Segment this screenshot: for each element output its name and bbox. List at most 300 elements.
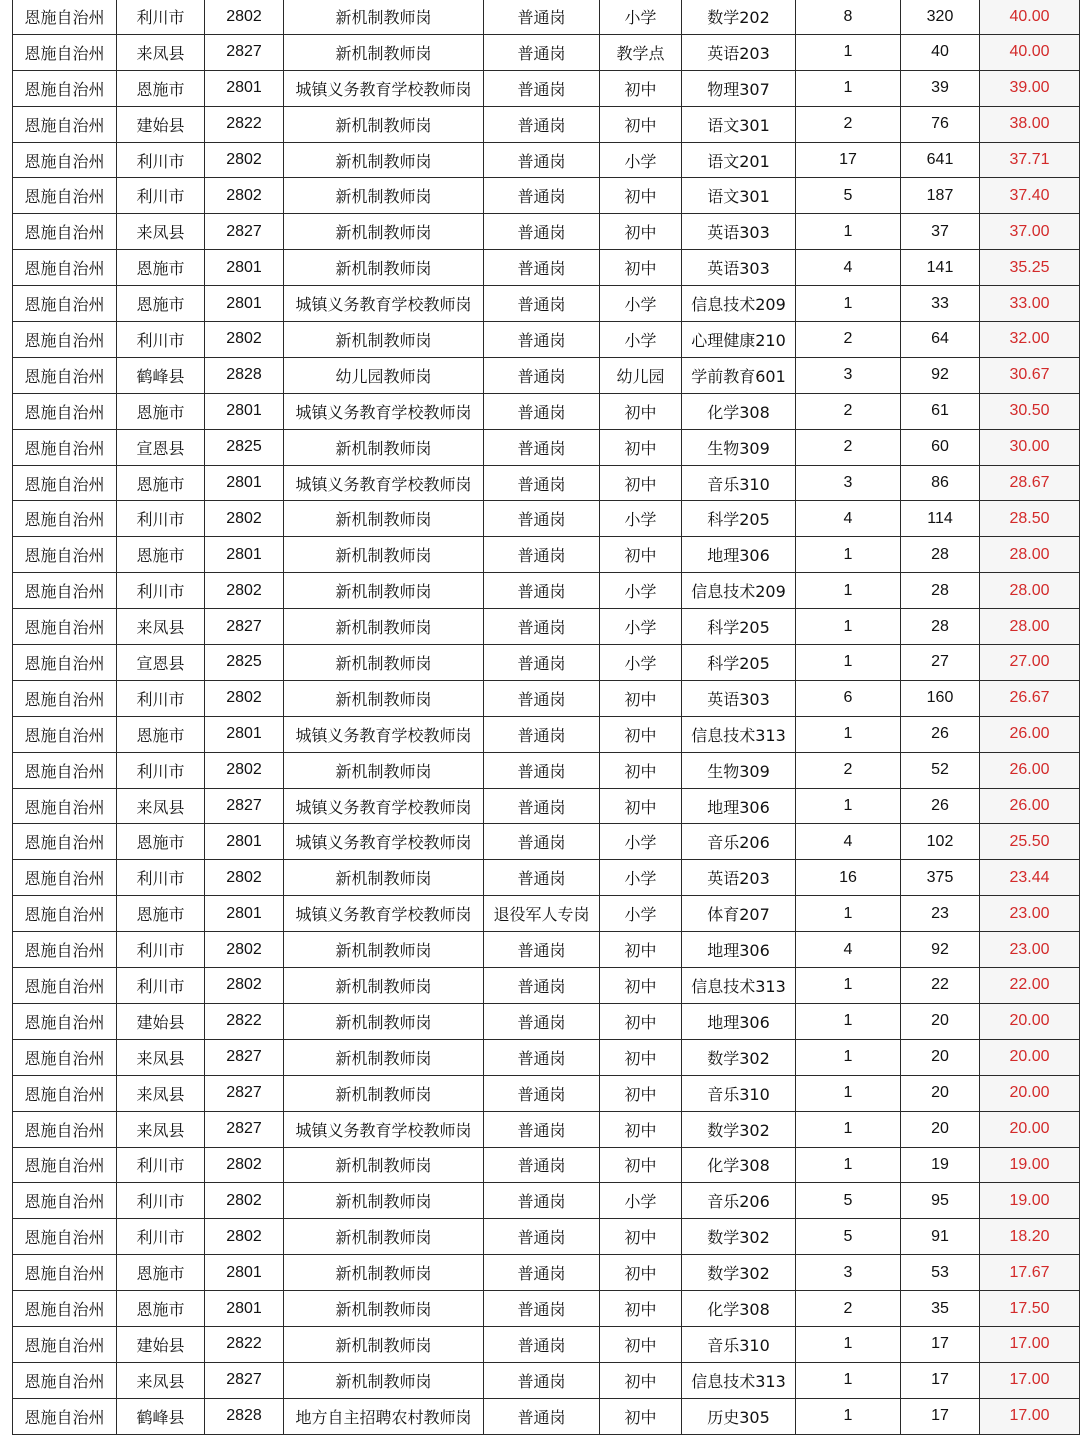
position-type-cell: 新机制教师岗 bbox=[283, 1076, 483, 1111]
applicants-cell: 35 bbox=[900, 1291, 979, 1326]
post-category-cell: 普通岗 bbox=[483, 717, 599, 752]
position-type-cell: 城镇义务教育学校教师岗 bbox=[283, 717, 483, 752]
quota-cell: 5 bbox=[795, 1219, 900, 1254]
quota-cell: 2 bbox=[795, 322, 900, 357]
post-category-cell: 普通岗 bbox=[483, 322, 599, 357]
region-cell: 恩施自治州 bbox=[12, 1219, 116, 1254]
school-level-cell: 初中 bbox=[599, 71, 681, 106]
post-category-cell: 普通岗 bbox=[483, 394, 599, 429]
table-row bbox=[12, 717, 1080, 753]
applicants-cell: 375 bbox=[900, 860, 979, 895]
county-cell: 恩施市 bbox=[116, 1255, 204, 1290]
county-cell: 利川市 bbox=[116, 143, 204, 178]
code-cell: 2827 bbox=[204, 1112, 283, 1147]
post-category-cell: 普通岗 bbox=[483, 1399, 599, 1434]
county-cell: 恩施市 bbox=[116, 824, 204, 859]
region-cell: 恩施自治州 bbox=[12, 214, 116, 249]
school-level-cell: 初中 bbox=[599, 1112, 681, 1147]
subject-cell: 学前教育601 bbox=[681, 358, 795, 393]
ratio-value: 18.20 bbox=[1009, 1227, 1050, 1245]
school-level-cell: 初中 bbox=[599, 466, 681, 501]
ratio-value: 22.00 bbox=[1009, 976, 1050, 994]
school-level-cell: 初中 bbox=[599, 681, 681, 716]
county-cell: 鹤峰县 bbox=[116, 1399, 204, 1434]
post-category-cell: 普通岗 bbox=[483, 1076, 599, 1111]
subject-cell: 音乐310 bbox=[681, 1327, 795, 1362]
quota-cell: 3 bbox=[795, 1255, 900, 1290]
county-cell: 利川市 bbox=[116, 0, 204, 34]
applicants-cell: 28 bbox=[900, 537, 979, 572]
subject-cell: 化学308 bbox=[681, 1291, 795, 1326]
applicants-cell: 76 bbox=[900, 107, 979, 142]
applicants-cell: 17 bbox=[900, 1399, 979, 1434]
post-category-cell: 普通岗 bbox=[483, 214, 599, 249]
subject-cell: 语文301 bbox=[681, 178, 795, 213]
quota-cell: 5 bbox=[795, 1183, 900, 1218]
school-level-cell: 小学 bbox=[599, 645, 681, 680]
region-cell: 恩施自治州 bbox=[12, 143, 116, 178]
post-category-cell: 普通岗 bbox=[483, 71, 599, 106]
applicants-cell: 95 bbox=[900, 1183, 979, 1218]
school-level-cell: 初中 bbox=[599, 107, 681, 142]
county-cell: 利川市 bbox=[116, 1219, 204, 1254]
code-cell: 2802 bbox=[204, 1219, 283, 1254]
region-cell: 恩施自治州 bbox=[12, 753, 116, 788]
county-cell: 利川市 bbox=[116, 501, 204, 536]
position-type-cell: 城镇义务教育学校教师岗 bbox=[283, 824, 483, 859]
ratio-cell bbox=[979, 1363, 1080, 1398]
code-cell: 2828 bbox=[204, 358, 283, 393]
ratio-cell bbox=[979, 717, 1080, 752]
subject-cell: 科学205 bbox=[681, 609, 795, 644]
table-row bbox=[12, 968, 1080, 1004]
table-row bbox=[12, 1327, 1080, 1363]
post-category-cell: 普通岗 bbox=[483, 1327, 599, 1362]
post-category-cell: 普通岗 bbox=[483, 501, 599, 536]
ratio-cell bbox=[979, 860, 1080, 895]
applicants-cell: 61 bbox=[900, 394, 979, 429]
school-level-cell: 小学 bbox=[599, 609, 681, 644]
ratio-cell bbox=[979, 1291, 1080, 1326]
ratio-value: 26.67 bbox=[1009, 689, 1050, 707]
code-cell: 2825 bbox=[204, 645, 283, 680]
code-cell: 2801 bbox=[204, 1255, 283, 1290]
quota-cell: 1 bbox=[795, 896, 900, 931]
ratio-value: 19.00 bbox=[1009, 1191, 1050, 1209]
code-cell: 2801 bbox=[204, 394, 283, 429]
table-row bbox=[12, 71, 1080, 107]
code-cell: 2801 bbox=[204, 71, 283, 106]
table-row bbox=[12, 1148, 1080, 1184]
code-cell: 2801 bbox=[204, 1291, 283, 1326]
county-cell: 来凤县 bbox=[116, 35, 204, 70]
ratio-value: 23.44 bbox=[1009, 868, 1050, 886]
subject-cell: 地理306 bbox=[681, 789, 795, 824]
region-cell: 恩施自治州 bbox=[12, 178, 116, 213]
post-category-cell: 普通岗 bbox=[483, 681, 599, 716]
applicants-cell: 28 bbox=[900, 609, 979, 644]
table-row bbox=[12, 860, 1080, 896]
county-cell: 建始县 bbox=[116, 107, 204, 142]
region-cell: 恩施自治州 bbox=[12, 609, 116, 644]
applicants-cell: 19 bbox=[900, 1148, 979, 1183]
table-row bbox=[12, 501, 1080, 537]
applicants-cell: 20 bbox=[900, 1040, 979, 1075]
ratio-value: 28.00 bbox=[1009, 617, 1050, 635]
school-level-cell: 小学 bbox=[599, 1183, 681, 1218]
applicants-cell: 187 bbox=[900, 178, 979, 213]
post-category-cell: 退役军人专岗 bbox=[483, 896, 599, 931]
quota-cell: 1 bbox=[795, 1076, 900, 1111]
ratio-cell bbox=[979, 71, 1080, 106]
county-cell: 利川市 bbox=[116, 932, 204, 967]
post-category-cell: 普通岗 bbox=[483, 1363, 599, 1398]
position-type-cell: 新机制教师岗 bbox=[283, 681, 483, 716]
code-cell: 2802 bbox=[204, 573, 283, 608]
region-cell: 恩施自治州 bbox=[12, 107, 116, 142]
quota-cell: 1 bbox=[795, 1327, 900, 1362]
applicants-cell: 27 bbox=[900, 645, 979, 680]
quota-cell: 17 bbox=[795, 143, 900, 178]
ratio-cell bbox=[979, 1327, 1080, 1362]
subject-cell: 历史305 bbox=[681, 1399, 795, 1434]
subject-cell: 英语303 bbox=[681, 250, 795, 285]
region-cell: 恩施自治州 bbox=[12, 681, 116, 716]
ratio-cell bbox=[979, 968, 1080, 1003]
post-category-cell: 普通岗 bbox=[483, 35, 599, 70]
region-cell: 恩施自治州 bbox=[12, 501, 116, 536]
quota-cell: 4 bbox=[795, 501, 900, 536]
position-type-cell: 新机制教师岗 bbox=[283, 250, 483, 285]
ratio-cell bbox=[979, 1183, 1080, 1218]
region-cell: 恩施自治州 bbox=[12, 35, 116, 70]
quota-cell: 1 bbox=[795, 717, 900, 752]
ratio-cell bbox=[979, 1219, 1080, 1254]
quota-cell: 2 bbox=[795, 394, 900, 429]
position-type-cell: 新机制教师岗 bbox=[283, 35, 483, 70]
school-level-cell: 初中 bbox=[599, 789, 681, 824]
position-type-cell: 城镇义务教育学校教师岗 bbox=[283, 466, 483, 501]
table-row bbox=[12, 789, 1080, 825]
applicants-cell: 39 bbox=[900, 71, 979, 106]
ratio-cell bbox=[979, 1399, 1080, 1434]
post-category-cell: 普通岗 bbox=[483, 932, 599, 967]
ratio-value: 28.67 bbox=[1009, 474, 1050, 492]
position-type-cell: 新机制教师岗 bbox=[283, 1004, 483, 1039]
county-cell: 来凤县 bbox=[116, 1040, 204, 1075]
subject-cell: 信息技术313 bbox=[681, 717, 795, 752]
subject-cell: 生物309 bbox=[681, 430, 795, 465]
school-level-cell: 小学 bbox=[599, 896, 681, 931]
applicants-cell: 37 bbox=[900, 214, 979, 249]
region-cell: 恩施自治州 bbox=[12, 0, 116, 34]
position-type-cell: 城镇义务教育学校教师岗 bbox=[283, 789, 483, 824]
applicants-cell: 23 bbox=[900, 896, 979, 931]
region-cell: 恩施自治州 bbox=[12, 968, 116, 1003]
position-type-cell: 新机制教师岗 bbox=[283, 753, 483, 788]
quota-cell: 3 bbox=[795, 466, 900, 501]
post-category-cell: 普通岗 bbox=[483, 537, 599, 572]
ratio-value: 28.50 bbox=[1009, 509, 1050, 527]
ratio-value: 23.00 bbox=[1009, 904, 1050, 922]
ratio-cell bbox=[979, 35, 1080, 70]
code-cell: 2801 bbox=[204, 717, 283, 752]
county-cell: 恩施市 bbox=[116, 286, 204, 321]
region-cell: 恩施自治州 bbox=[12, 717, 116, 752]
table-row bbox=[12, 753, 1080, 789]
post-category-cell: 普通岗 bbox=[483, 789, 599, 824]
applicants-cell: 52 bbox=[900, 753, 979, 788]
county-cell: 恩施市 bbox=[116, 717, 204, 752]
ratio-value: 20.00 bbox=[1009, 1012, 1050, 1030]
table-row bbox=[12, 1183, 1080, 1219]
school-level-cell: 初中 bbox=[599, 537, 681, 572]
subject-cell: 数学302 bbox=[681, 1255, 795, 1290]
county-cell: 利川市 bbox=[116, 968, 204, 1003]
post-category-cell: 普通岗 bbox=[483, 107, 599, 142]
ratio-cell bbox=[979, 322, 1080, 357]
ratio-value: 37.71 bbox=[1009, 151, 1050, 168]
subject-cell: 英语203 bbox=[681, 35, 795, 70]
quota-cell: 1 bbox=[795, 1363, 900, 1398]
code-cell: 2802 bbox=[204, 178, 283, 213]
region-cell: 恩施自治州 bbox=[12, 645, 116, 680]
county-cell: 利川市 bbox=[116, 753, 204, 788]
position-type-cell: 城镇义务教育学校教师岗 bbox=[283, 286, 483, 321]
subject-cell: 心理健康210 bbox=[681, 322, 795, 357]
region-cell: 恩施自治州 bbox=[12, 466, 116, 501]
subject-cell: 生物309 bbox=[681, 753, 795, 788]
position-type-cell: 新机制教师岗 bbox=[283, 107, 483, 142]
code-cell: 2827 bbox=[204, 1076, 283, 1111]
ratio-cell bbox=[979, 1004, 1080, 1039]
code-cell: 2802 bbox=[204, 501, 283, 536]
code-cell: 2822 bbox=[204, 1327, 283, 1362]
region-cell: 恩施自治州 bbox=[12, 1148, 116, 1183]
region-cell: 恩施自治州 bbox=[12, 1076, 116, 1111]
region-cell: 恩施自治州 bbox=[12, 932, 116, 967]
region-cell: 恩施自治州 bbox=[12, 1399, 116, 1434]
region-cell: 恩施自治州 bbox=[12, 1291, 116, 1326]
county-cell: 利川市 bbox=[116, 1148, 204, 1183]
subject-cell: 地理306 bbox=[681, 1004, 795, 1039]
code-cell: 2802 bbox=[204, 753, 283, 788]
table-row bbox=[12, 537, 1080, 573]
region-cell: 恩施自治州 bbox=[12, 537, 116, 572]
applicants-cell: 91 bbox=[900, 1219, 979, 1254]
applicants-cell: 160 bbox=[900, 681, 979, 716]
position-type-cell: 新机制教师岗 bbox=[283, 322, 483, 357]
region-cell: 恩施自治州 bbox=[12, 322, 116, 357]
school-level-cell: 小学 bbox=[599, 0, 681, 34]
region-cell: 恩施自治州 bbox=[12, 430, 116, 465]
post-category-cell: 普通岗 bbox=[483, 645, 599, 680]
position-type-cell: 城镇义务教育学校教师岗 bbox=[283, 896, 483, 931]
region-cell: 恩施自治州 bbox=[12, 71, 116, 106]
table-row bbox=[12, 466, 1080, 502]
table-row bbox=[12, 681, 1080, 717]
code-cell: 2802 bbox=[204, 143, 283, 178]
school-level-cell: 小学 bbox=[599, 860, 681, 895]
subject-cell: 物理307 bbox=[681, 71, 795, 106]
quota-cell: 1 bbox=[795, 1399, 900, 1434]
post-category-cell: 普通岗 bbox=[483, 358, 599, 393]
position-type-cell: 新机制教师岗 bbox=[283, 645, 483, 680]
quota-cell: 4 bbox=[795, 824, 900, 859]
post-category-cell: 普通岗 bbox=[483, 753, 599, 788]
post-category-cell: 普通岗 bbox=[483, 609, 599, 644]
ratio-value: 26.00 bbox=[1009, 797, 1050, 815]
ratio-value: 27.00 bbox=[1009, 653, 1050, 671]
subject-cell: 地理306 bbox=[681, 932, 795, 967]
post-category-cell: 普通岗 bbox=[483, 143, 599, 178]
applicants-cell: 320 bbox=[900, 0, 979, 34]
quota-cell: 2 bbox=[795, 430, 900, 465]
table-row bbox=[12, 107, 1080, 143]
table-row bbox=[12, 824, 1080, 860]
position-type-cell: 新机制教师岗 bbox=[283, 573, 483, 608]
ratio-cell bbox=[979, 250, 1080, 285]
county-cell: 来凤县 bbox=[116, 214, 204, 249]
county-cell: 恩施市 bbox=[116, 250, 204, 285]
subject-cell: 数学302 bbox=[681, 1219, 795, 1254]
subject-cell: 信息技术209 bbox=[681, 573, 795, 608]
applicants-cell: 114 bbox=[900, 501, 979, 536]
post-category-cell: 普通岗 bbox=[483, 1255, 599, 1290]
position-type-cell: 新机制教师岗 bbox=[283, 430, 483, 465]
ratio-cell bbox=[979, 1112, 1080, 1147]
school-level-cell: 初中 bbox=[599, 214, 681, 249]
quota-cell: 1 bbox=[795, 1148, 900, 1183]
ratio-cell bbox=[979, 645, 1080, 680]
post-category-cell: 普通岗 bbox=[483, 0, 599, 34]
quota-cell: 4 bbox=[795, 932, 900, 967]
school-level-cell: 小学 bbox=[599, 501, 681, 536]
subject-cell: 信息技术313 bbox=[681, 968, 795, 1003]
quota-cell: 2 bbox=[795, 1291, 900, 1326]
code-cell: 2801 bbox=[204, 250, 283, 285]
post-category-cell: 普通岗 bbox=[483, 286, 599, 321]
position-type-cell: 新机制教师岗 bbox=[283, 860, 483, 895]
applicants-cell: 20 bbox=[900, 1076, 979, 1111]
county-cell: 宣恩县 bbox=[116, 645, 204, 680]
applicants-cell: 22 bbox=[900, 968, 979, 1003]
code-cell: 2827 bbox=[204, 214, 283, 249]
ratio-cell bbox=[979, 214, 1080, 249]
subject-cell: 科学205 bbox=[681, 501, 795, 536]
post-category-cell: 普通岗 bbox=[483, 430, 599, 465]
code-cell: 2825 bbox=[204, 430, 283, 465]
post-category-cell: 普通岗 bbox=[483, 250, 599, 285]
applicants-cell: 53 bbox=[900, 1255, 979, 1290]
region-cell: 恩施自治州 bbox=[12, 1040, 116, 1075]
table-row bbox=[12, 0, 1080, 35]
county-cell: 建始县 bbox=[116, 1327, 204, 1362]
ratio-cell bbox=[979, 1255, 1080, 1290]
county-cell: 来凤县 bbox=[116, 789, 204, 824]
code-cell: 2802 bbox=[204, 681, 283, 716]
subject-cell: 化学308 bbox=[681, 1148, 795, 1183]
post-category-cell: 普通岗 bbox=[483, 824, 599, 859]
applicants-cell: 20 bbox=[900, 1004, 979, 1039]
code-cell: 2822 bbox=[204, 1004, 283, 1039]
position-type-cell: 新机制教师岗 bbox=[283, 143, 483, 178]
subject-cell: 英语203 bbox=[681, 860, 795, 895]
code-cell: 2827 bbox=[204, 789, 283, 824]
ratio-value: 26.00 bbox=[1009, 725, 1050, 743]
table-row bbox=[12, 645, 1080, 681]
position-type-cell: 新机制教师岗 bbox=[283, 932, 483, 967]
school-level-cell: 初中 bbox=[599, 430, 681, 465]
county-cell: 恩施市 bbox=[116, 466, 204, 501]
code-cell: 2827 bbox=[204, 1040, 283, 1075]
ratio-cell bbox=[979, 789, 1080, 824]
ratio-value: 26.00 bbox=[1009, 761, 1050, 779]
code-cell: 2802 bbox=[204, 322, 283, 357]
county-cell: 来凤县 bbox=[116, 1076, 204, 1111]
ratio-value: 37.40 bbox=[1009, 186, 1050, 204]
table-row bbox=[12, 1291, 1080, 1327]
code-cell: 2802 bbox=[204, 860, 283, 895]
position-type-cell: 地方自主招聘农村教师岗 bbox=[283, 1399, 483, 1434]
quota-cell: 6 bbox=[795, 681, 900, 716]
data-table bbox=[12, 0, 1080, 1435]
region-cell: 恩施自治州 bbox=[12, 824, 116, 859]
ratio-value: 23.00 bbox=[1009, 940, 1050, 958]
ratio-value: 17.00 bbox=[1009, 1407, 1050, 1425]
table-row bbox=[12, 1363, 1080, 1399]
ratio-cell bbox=[979, 0, 1080, 34]
quota-cell: 1 bbox=[795, 573, 900, 608]
position-type-cell: 城镇义务教育学校教师岗 bbox=[283, 71, 483, 106]
school-level-cell: 初中 bbox=[599, 1219, 681, 1254]
table-row bbox=[12, 358, 1080, 394]
county-cell: 恩施市 bbox=[116, 537, 204, 572]
ratio-cell bbox=[979, 573, 1080, 608]
county-cell: 建始县 bbox=[116, 1004, 204, 1039]
region-cell: 恩施自治州 bbox=[12, 789, 116, 824]
applicants-cell: 92 bbox=[900, 932, 979, 967]
applicants-cell: 141 bbox=[900, 250, 979, 285]
subject-cell: 科学205 bbox=[681, 645, 795, 680]
position-type-cell: 新机制教师岗 bbox=[283, 178, 483, 213]
ratio-value: 17.00 bbox=[1009, 1335, 1050, 1353]
table-row bbox=[12, 1219, 1080, 1255]
code-cell: 2827 bbox=[204, 35, 283, 70]
ratio-cell bbox=[979, 430, 1080, 465]
table-row bbox=[12, 609, 1080, 645]
position-type-cell: 新机制教师岗 bbox=[283, 609, 483, 644]
applicants-cell: 102 bbox=[900, 824, 979, 859]
table-row bbox=[12, 1004, 1080, 1040]
position-type-cell: 新机制教师岗 bbox=[283, 501, 483, 536]
applicants-cell: 20 bbox=[900, 1112, 979, 1147]
subject-cell: 音乐310 bbox=[681, 1076, 795, 1111]
position-type-cell: 新机制教师岗 bbox=[283, 0, 483, 34]
table-row bbox=[12, 430, 1080, 466]
school-level-cell: 初中 bbox=[599, 1004, 681, 1039]
quota-cell: 1 bbox=[795, 214, 900, 249]
table-row bbox=[12, 1076, 1080, 1112]
ratio-cell bbox=[979, 896, 1080, 931]
applicants-cell: 64 bbox=[900, 322, 979, 357]
region-cell: 恩施自治州 bbox=[12, 358, 116, 393]
school-level-cell: 小学 bbox=[599, 322, 681, 357]
position-type-cell: 新机制教师岗 bbox=[283, 1040, 483, 1075]
post-category-cell: 普通岗 bbox=[483, 1040, 599, 1075]
ratio-cell bbox=[979, 1148, 1080, 1183]
subject-cell: 数学302 bbox=[681, 1040, 795, 1075]
